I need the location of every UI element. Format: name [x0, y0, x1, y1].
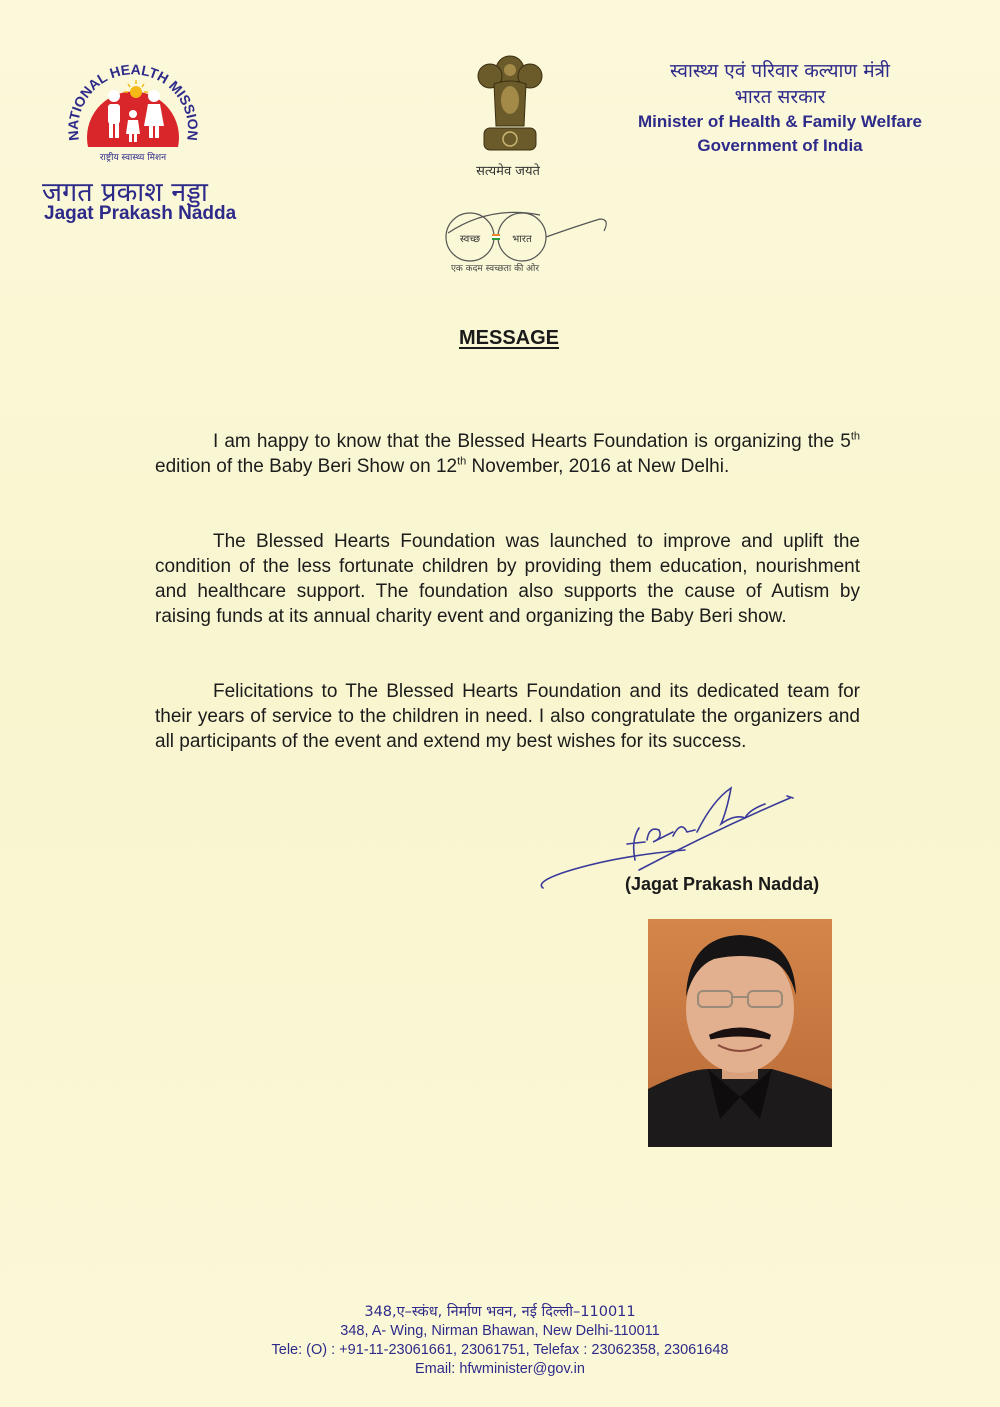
message-paragraph-2: The Blessed Hearts Foundation was launched to improve and uplift the condition of the less fortunate children by providing them education, nourishment and healthcare support. The foundation also supports the cause of Autism by raising funds at its annual charity event and organizing the Baby Beri show.	[155, 531, 860, 627]
state-emblem-icon	[470, 48, 550, 158]
emblem-motto: सत्यमेव जयते	[476, 164, 540, 179]
svg-text:भारत: भारत	[512, 234, 532, 245]
swachh-bharat-tagline: एक कदम स्वच्छता की ओर	[450, 264, 540, 274]
ministry-header	[590, 58, 970, 158]
message-paragraph-3: Felicitations to The Blessed Hearts Foundation and its dedicated team for their years of service to the children in need. I also congratulate the organizers and all participants of the event and extend my best wishes for its success.	[155, 681, 860, 752]
svg-text:स्वच्छ: स्वच्छ	[459, 234, 481, 245]
svg-text:राष्ट्रीय स्वास्थ्य मिशन: राष्ट्रीय स्वास्थ्य मिशन	[99, 153, 167, 163]
portrait-photo	[648, 919, 832, 1147]
government-english: Government of India	[697, 136, 863, 155]
minister-name-hindi: जगत प्रकाश नड्डा	[42, 177, 208, 208]
email-address: Email: hfwminister@gov.in	[415, 1361, 585, 1377]
government-hindi: भारत सरकार	[734, 86, 826, 108]
swachh-bharat-logo-icon	[440, 205, 610, 265]
signatory-name: (Jagat Prakash Nadda)	[625, 874, 820, 894]
address-hindi: 348,ए–स्कंध, निर्माण भवन, नई दिल्ली–110011	[364, 1304, 636, 1320]
national-health-mission-logo-icon	[58, 52, 208, 177]
minister-title-hindi: स्वास्थ्य एवं परिवार कल्याण मंत्री	[670, 60, 890, 82]
letterhead-footer	[180, 1303, 820, 1379]
phone-numbers: Tele: (O) : +91-11-23061661, 23061751, Telefax : 23062358, 23061648	[271, 1342, 729, 1358]
minister-name-english: Jagat Prakash Nadda	[44, 203, 237, 224]
address-english: 348, A- Wing, Nirman Bhawan, New Delhi-110011	[340, 1323, 660, 1339]
message-paragraph-1: I am happy to know that the Blessed Hearts Foundation is organizing the 5th edition of the Baby Beri Show on 12th November, 2016 at New Delhi.	[155, 430, 860, 477]
svg-text:NATIONAL HEALTH MISSION: NATIONAL HEALTH MISSION	[64, 61, 202, 142]
minister-title-english: Minister of Health & Family Welfare	[637, 112, 923, 131]
message-title: MESSAGE	[458, 327, 560, 349]
